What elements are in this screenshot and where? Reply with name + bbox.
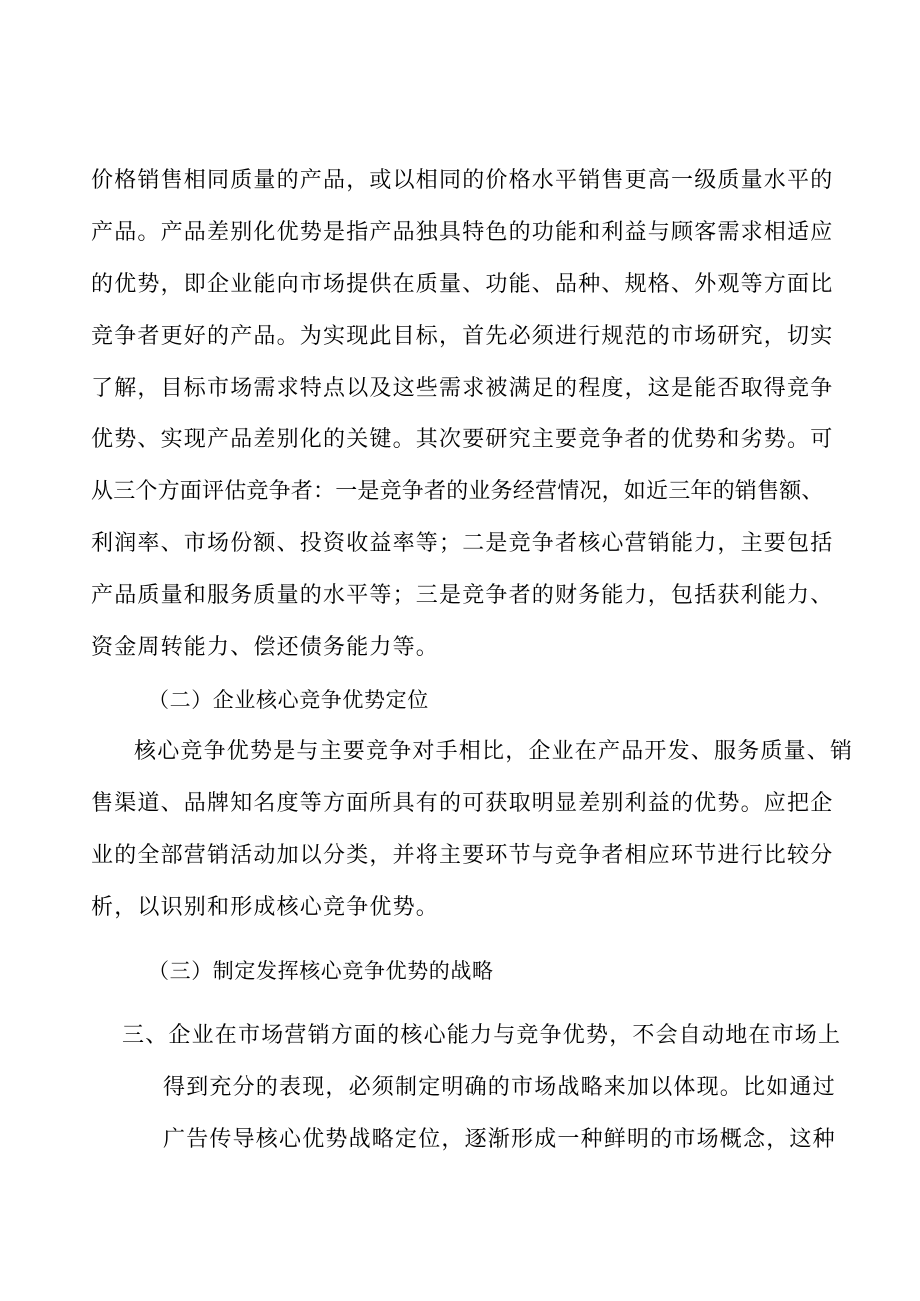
paragraph-line: 的优势，即企业能向市场提供在质量、功能、品种、规格、外观等方面比 (91, 272, 834, 297)
paragraph-line: 利润率、市场份额、投资收益率等；二是竞争者核心营销能力，主要包括 (91, 531, 834, 556)
paragraph-line: 产品质量和服务质量的水平等；三是竞争者的财务能力，包括获利能力、 (91, 583, 834, 608)
paragraph-line: 析，以识别和形成核心竞争优势。 (91, 895, 440, 920)
section-heading: （三）制定发挥核心竞争优势的战略 (148, 959, 494, 983)
paragraph-line: 三、企业在市场营销方面的核心能力与竞争优势，不会自动地在市场上 (122, 1023, 842, 1048)
paragraph-line: 售渠道、品牌知名度等方面所具有的可获取明显差别利益的优势。应把企 (91, 791, 834, 816)
paragraph-line: 从三个方面评估竞争者：一是竞争者的业务经营情况，如近三年的销售额、 (91, 479, 824, 504)
paragraph-line: 核心竞争优势是与主要竞争对手相比，企业在产品开发、服务质量、销 (134, 739, 854, 764)
paragraph-line: 价格销售相同质量的产品，或以相同的价格水平销售更高一级质量水平的 (91, 168, 834, 193)
paragraph-line: 广告传导核心优势战略定位，逐渐形成一种鲜明的市场概念，这种 (163, 1127, 836, 1152)
paragraph-line: 业的全部营销活动加以分类，并将主要环节与竞争者相应环节进行比较分 (91, 843, 834, 868)
section-heading: （二）企业核心竞争优势定位 (148, 688, 429, 712)
paragraph-line: 竞争者更好的产品。为实现此目标，首先必须进行规范的市场研究，切实 (91, 324, 834, 349)
paragraph-line: 产品。产品差别化优势是指产品独具特色的功能和利益与顾客需求相适应 (91, 220, 834, 245)
paragraph-line: 得到充分的表现，必须制定明确的市场战略来加以体现。比如通过 (163, 1075, 836, 1100)
paragraph-line: 优势、实现产品差别化的关键。其次要研究主要竞争者的优势和劣势。可 (91, 427, 834, 452)
paragraph-line: 了解，目标市场需求特点以及这些需求被满足的程度，这是能否取得竞争 (91, 376, 834, 401)
paragraph-line: 资金周转能力、偿还债务能力等。 (91, 635, 440, 660)
